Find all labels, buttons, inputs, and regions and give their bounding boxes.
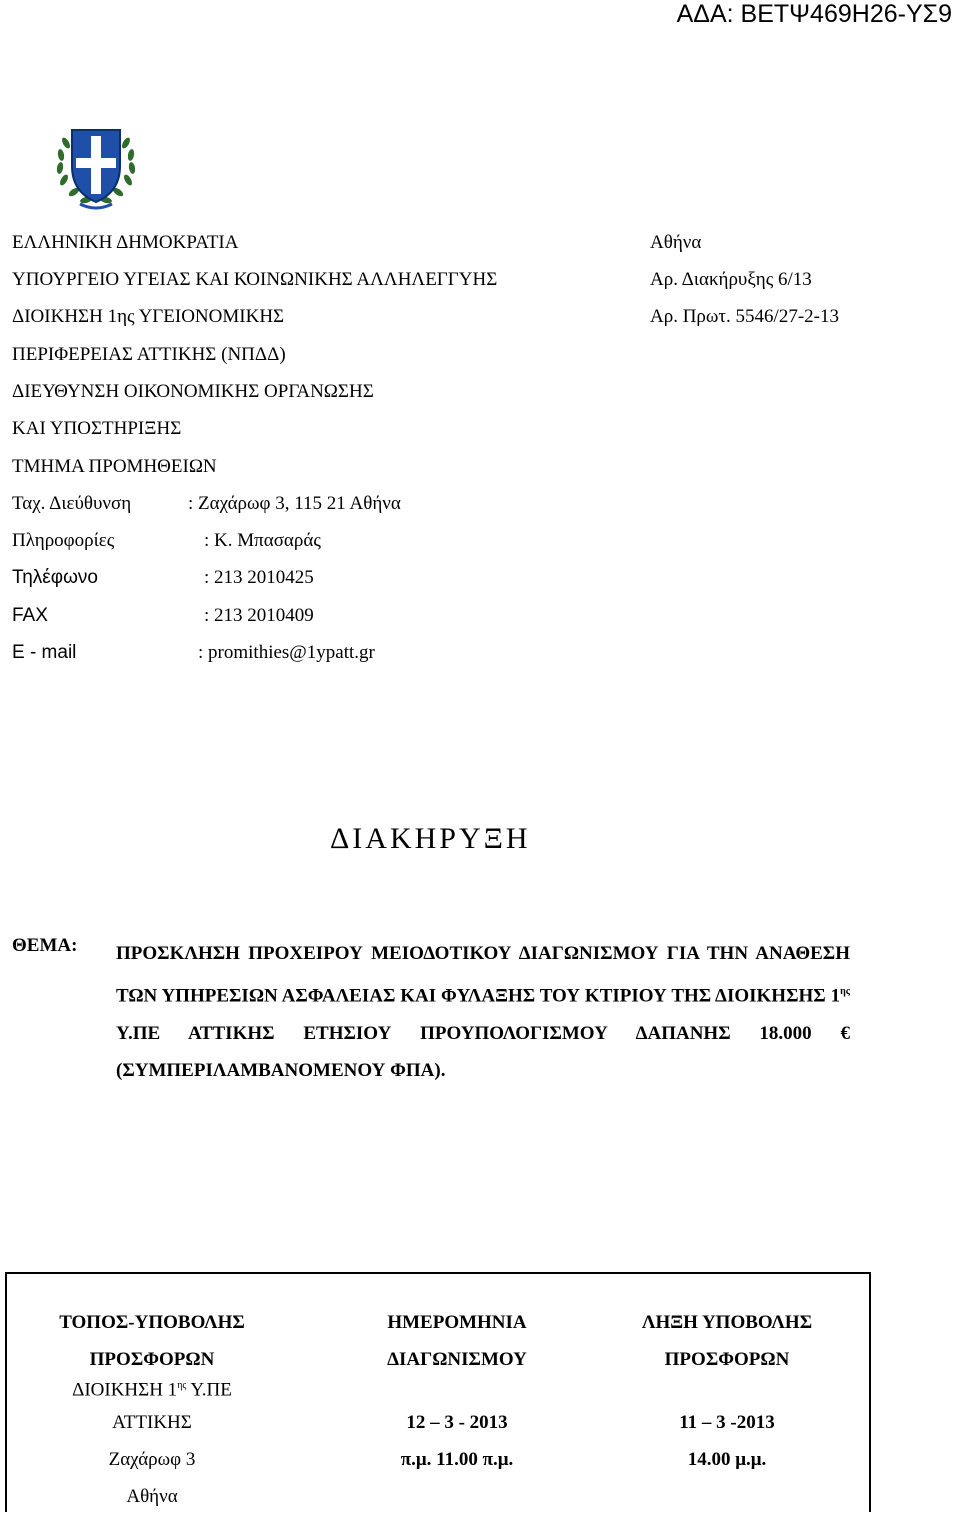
col-header: ΔΙΑΓΩΝΙΣΜΟΥ (387, 1349, 527, 1370)
col-body-line (7, 1367, 297, 1404)
header-line: ΚΑΙ ΥΠΟΣΤΗΡΙΞΗΣ (12, 418, 182, 439)
col-body-line: Αθήνα (126, 1486, 178, 1507)
subject-text (116, 935, 850, 1090)
col-header: ΤΟΠΟΣ-ΥΠΟΒΟΛΗΣ (59, 1312, 245, 1333)
col-body-sup: ης (177, 1380, 187, 1391)
document-title: ΔΙΑΚΗΡΥΞΗ (330, 822, 531, 855)
subject-superscript: ης (840, 985, 850, 997)
header-line: ΔΙΕΥΘΥΝΣΗ ΟΙΚΟΝΟΜΙΚΗΣ ΟΡΓΑΝΩΣΗΣ (12, 381, 374, 402)
phone-label: Τηλέφωνο (12, 567, 98, 588)
place: Αθήνα (650, 232, 702, 253)
protocol-number: Αρ. Πρωτ. 5546/27-2-13 (650, 306, 839, 327)
col-body-line: Ζαχάρωφ 3 (108, 1449, 196, 1470)
table-col-location (7, 1304, 297, 1515)
col-body-line: ΑΤΤΙΚΗΣ (112, 1412, 192, 1433)
col-header: ΠΡΟΣΦΟΡΩΝ (89, 1349, 215, 1370)
greek-coat-of-arms-icon (50, 118, 142, 214)
col-body-line: π.μ. 11.00 π.μ. (400, 1449, 514, 1470)
header-line: ΥΠΟΥΡΓΕΙΟ ΥΓΕΙΑΣ ΚΑΙ ΚΟΙΝΩΝΙΚΗΣ ΑΛΛΗΛΕΓΓΥΗΣ (12, 269, 498, 290)
header-line: ΤΜΗΜΑ ΠΡΟΜΗΘΕΙΩΝ (12, 456, 217, 477)
col-body-part: Υ.ΠΕ (186, 1379, 232, 1401)
subject-part2: Υ.ΠΕ ΑΤΤΙΚΗΣ ΕΤΗΣΙΟΥ ΠΡΟΥΠΟΛΟΓΙΣΜΟΥ ΔΑΠΑΝΗΣ 18.000 € (ΣΥΜΠΕΡΙΛΑΜΒΑΝΟΜΕΝΟΥ ΦΠΑ). (116, 1022, 850, 1082)
col-header: ΗΜΕΡΟΜΗΝΙΑ (387, 1312, 527, 1333)
col-body-line: 12 – 3 - 2013 (406, 1412, 508, 1433)
submission-table (5, 1272, 871, 1512)
fax-label: FAX (12, 605, 48, 626)
info-value: : Κ. Μπασαράς (204, 530, 321, 551)
address-label: Ταχ. Διεύθυνση (12, 493, 132, 514)
fax-value: : 213 2010409 (204, 605, 314, 626)
table-col-date (337, 1304, 577, 1478)
col-body-line: 11 – 3 -2013 (679, 1412, 775, 1433)
col-body-line: 14.00 μ.μ. (687, 1449, 767, 1470)
header-line: ΠΕΡΙΦΕΡΕΙΑΣ ΑΤΤΙΚΗΣ (ΝΠΔΔ) (12, 344, 286, 365)
email-label: E - mail (12, 642, 77, 663)
subject-part1: ΠΡΟΣΚΛΗΣΗ ΠΡΟΧΕΙΡΟΥ ΜΕΙΟΔΟΤΙΚΟΥ ΔΙΑΓΩΝΙΣΜΟΥ ΓΙΑ ΤΗΝ ΑΝΑΘΕΣΗ ΤΩΝ ΥΠΗΡΕΣΙΩΝ ΑΣΦΑΛΕΙΑΣ ΚΑΙ ΦΥΛΑΞΗΣ ΤΟΥ ΚΤΙΡΙΟΥ ΤΗΣ ΔΙΟΙΚΗΣΗΣ 1 (116, 943, 850, 1006)
address-value: : Ζαχάρωφ 3, 115 21 Αθήνα (188, 493, 401, 514)
ada-code: ΑΔΑ: ΒΕΤΨ469Η26-ΥΣ9 (676, 0, 952, 28)
header-line: ΔΙΟΙΚΗΣΗ 1ης ΥΓΕΙΟΝΟΜΙΚΗΣ (12, 306, 285, 327)
header-line: ΕΛΛΗΝΙΚΗ ΔΗΜΟΚΡΑΤΙΑ (12, 232, 239, 253)
email-value: : promithies@1ypatt.gr (198, 642, 375, 663)
subject-label: ΘΕΜΑ: (12, 935, 78, 956)
table-col-deadline (597, 1304, 857, 1478)
info-label: Πληροφορίες (12, 530, 115, 551)
col-body-part: ΔΙΟΙΚΗΣΗ 1 (72, 1379, 178, 1401)
phone-value: : 213 2010425 (204, 567, 314, 588)
col-header: ΠΡΟΣΦΟΡΩΝ (664, 1349, 790, 1370)
col-header: ΛΗΞΗ ΥΠΟΒΟΛΗΣ (641, 1312, 813, 1333)
proclamation-number: Αρ. Διακήρυξης 6/13 (650, 269, 812, 290)
